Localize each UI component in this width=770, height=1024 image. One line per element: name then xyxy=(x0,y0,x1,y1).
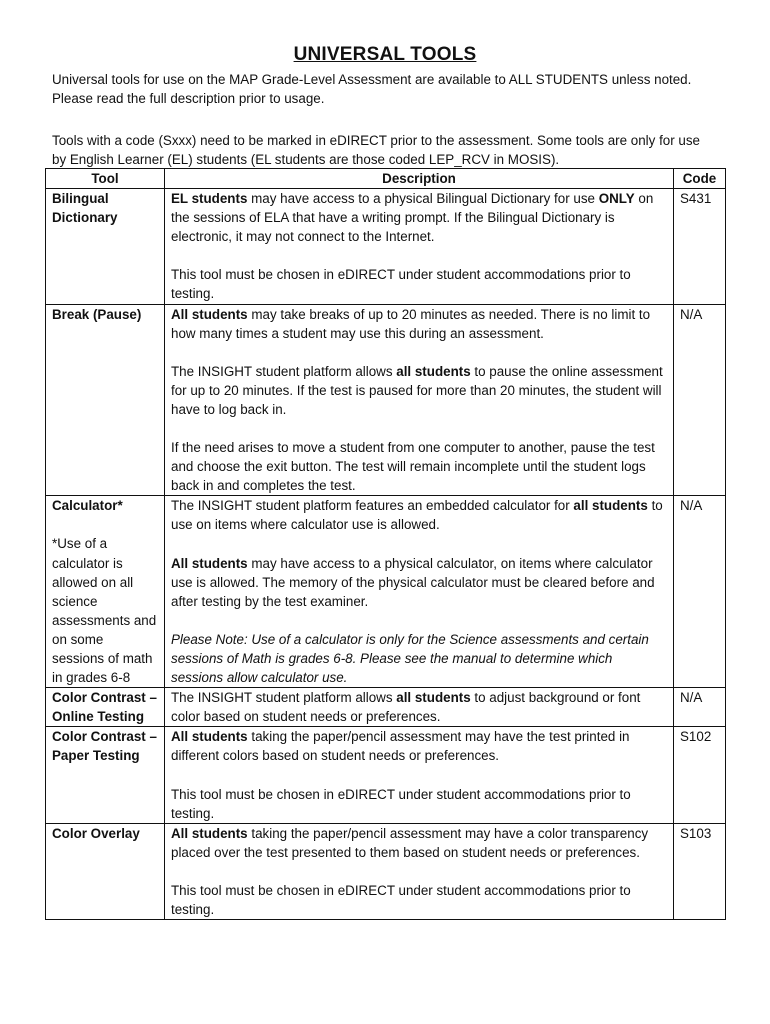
description-paragraph xyxy=(171,496,667,534)
intro-line-4: by English Learner (EL) students (EL students are those coded LEP_RCV in MOSIS). xyxy=(52,152,560,168)
text: to pause the online assessment for up to 20 minutes. If the test is paused for more than 20 minutes, the student will have to log back in. xyxy=(171,363,663,417)
table-row xyxy=(46,688,726,727)
text: taking the paper/pencil assessment may have the test printed in different colors based on student needs or preferences. xyxy=(171,729,630,764)
description-paragraph xyxy=(171,824,667,862)
intro-paragraph-1 xyxy=(52,70,732,108)
tool-description xyxy=(165,304,674,496)
intro-line-3: Tools with a code (Sxxx) need to be marked in eDIRECT prior to the assessment. Some tools are only for use xyxy=(52,133,701,148)
tool-description xyxy=(165,688,674,727)
tool-code: S103 xyxy=(674,823,726,919)
tool-note: *Use of a calculator is allowed on all science assessments and on some sessions of math in grades 6-8 xyxy=(52,536,157,686)
text: may have access to a physical Bilingual Dictionary for use xyxy=(247,191,599,207)
header-description: Description xyxy=(165,169,674,189)
tool-name: Color Contrast – Paper Testing xyxy=(46,727,165,823)
bold-text: all students xyxy=(573,498,648,514)
table-header-row xyxy=(46,169,726,189)
tool-code: S431 xyxy=(674,189,726,304)
bold-text: All students xyxy=(171,306,248,322)
table-row xyxy=(46,304,726,496)
intro-line-1: Universal tools for use on the MAP Grade-Level Assessment are available to ALL STUDENTS unless noted. xyxy=(52,72,692,87)
description-paragraph xyxy=(171,305,667,343)
tool-name: Calculator* xyxy=(52,498,123,514)
tool-name: Break (Pause) xyxy=(46,304,165,496)
text: The INSIGHT student platform allows xyxy=(171,363,397,379)
tool-code: N/A xyxy=(674,304,726,496)
table-row xyxy=(46,189,726,304)
intro-line-2: Please read the full description prior to usage. xyxy=(52,91,325,107)
text: may have access to a physical calculator, on items where calculator use is allowed. The memory of the physical calculator must be cleared before and after testing by the test examiner. xyxy=(171,555,655,609)
intro-paragraph-2 xyxy=(52,131,732,169)
tool-description xyxy=(165,823,674,919)
tool-code: N/A xyxy=(674,496,726,688)
description-paragraph xyxy=(171,688,667,726)
text: The INSIGHT student platform features an embedded calculator for xyxy=(171,498,574,514)
header-tool: Tool xyxy=(46,169,165,189)
description-paragraph xyxy=(171,189,667,246)
table-row xyxy=(46,823,726,919)
bold-text: All students xyxy=(171,825,248,841)
header-code: Code xyxy=(674,169,726,189)
table-row xyxy=(46,496,726,688)
text: may take breaks of up to 20 minutes as needed. There is no limit to how many times a student may use this during an assessment. xyxy=(171,306,651,341)
description-paragraph xyxy=(171,554,667,611)
description-paragraph: This tool must be chosen in eDIRECT under student accommodations prior to testing. xyxy=(171,267,631,302)
description-paragraph xyxy=(171,362,667,419)
description-paragraph xyxy=(171,727,667,765)
tool-name: Bilingual Dictionary xyxy=(46,189,165,304)
tool-description xyxy=(165,727,674,823)
text: on the sessions of ELA that have a writing prompt. If the Bilingual Dictionary is electronic, it may not connect to the Internet. xyxy=(171,191,654,245)
text: The INSIGHT student platform allows xyxy=(171,690,397,706)
table-row xyxy=(46,727,726,823)
description-paragraph: This tool must be chosen in eDIRECT under student accommodations prior to testing. xyxy=(171,882,631,917)
tool-description xyxy=(165,496,674,688)
tool-name-cell xyxy=(46,496,165,688)
page-title: UNIVERSAL TOOLS xyxy=(293,44,477,65)
tool-name: Color Overlay xyxy=(46,823,165,919)
description-paragraph: If the need arises to move a student from one computer to another, pause the test and choose the exit button. The test will remain incomplete until the student logs back in and completes the test. xyxy=(171,440,655,494)
bold-text: all students xyxy=(396,690,471,706)
description-paragraph: This tool must be chosen in eDIRECT under student accommodations prior to testing. xyxy=(171,786,631,821)
bold-text: All students xyxy=(171,555,248,571)
tool-description xyxy=(165,189,674,304)
text: to adjust background or font color based on student needs or preferences. xyxy=(171,690,641,725)
tool-name: Color Contrast – Online Testing xyxy=(46,688,165,727)
tool-code: N/A xyxy=(674,688,726,727)
bold-text: all students xyxy=(396,363,471,379)
description-note xyxy=(171,630,667,687)
text: taking the paper/pencil assessment may have a color transparency placed over the test presented to them based on student needs or preferences. xyxy=(171,825,649,860)
bold-text: ONLY xyxy=(598,191,635,207)
tool-code: S102 xyxy=(674,727,726,823)
bold-text: All students xyxy=(171,729,248,745)
bold-text: EL students xyxy=(171,191,248,207)
universal-tools-table xyxy=(45,168,726,920)
text: to use on items where calculator use is allowed. xyxy=(171,498,663,533)
italic-note: Please Note: Use of a calculator is only for the Science assessments and certain sessions of Math is grades 6-8. Please see the manual to determine which sessions allow calculator use. xyxy=(171,631,649,685)
